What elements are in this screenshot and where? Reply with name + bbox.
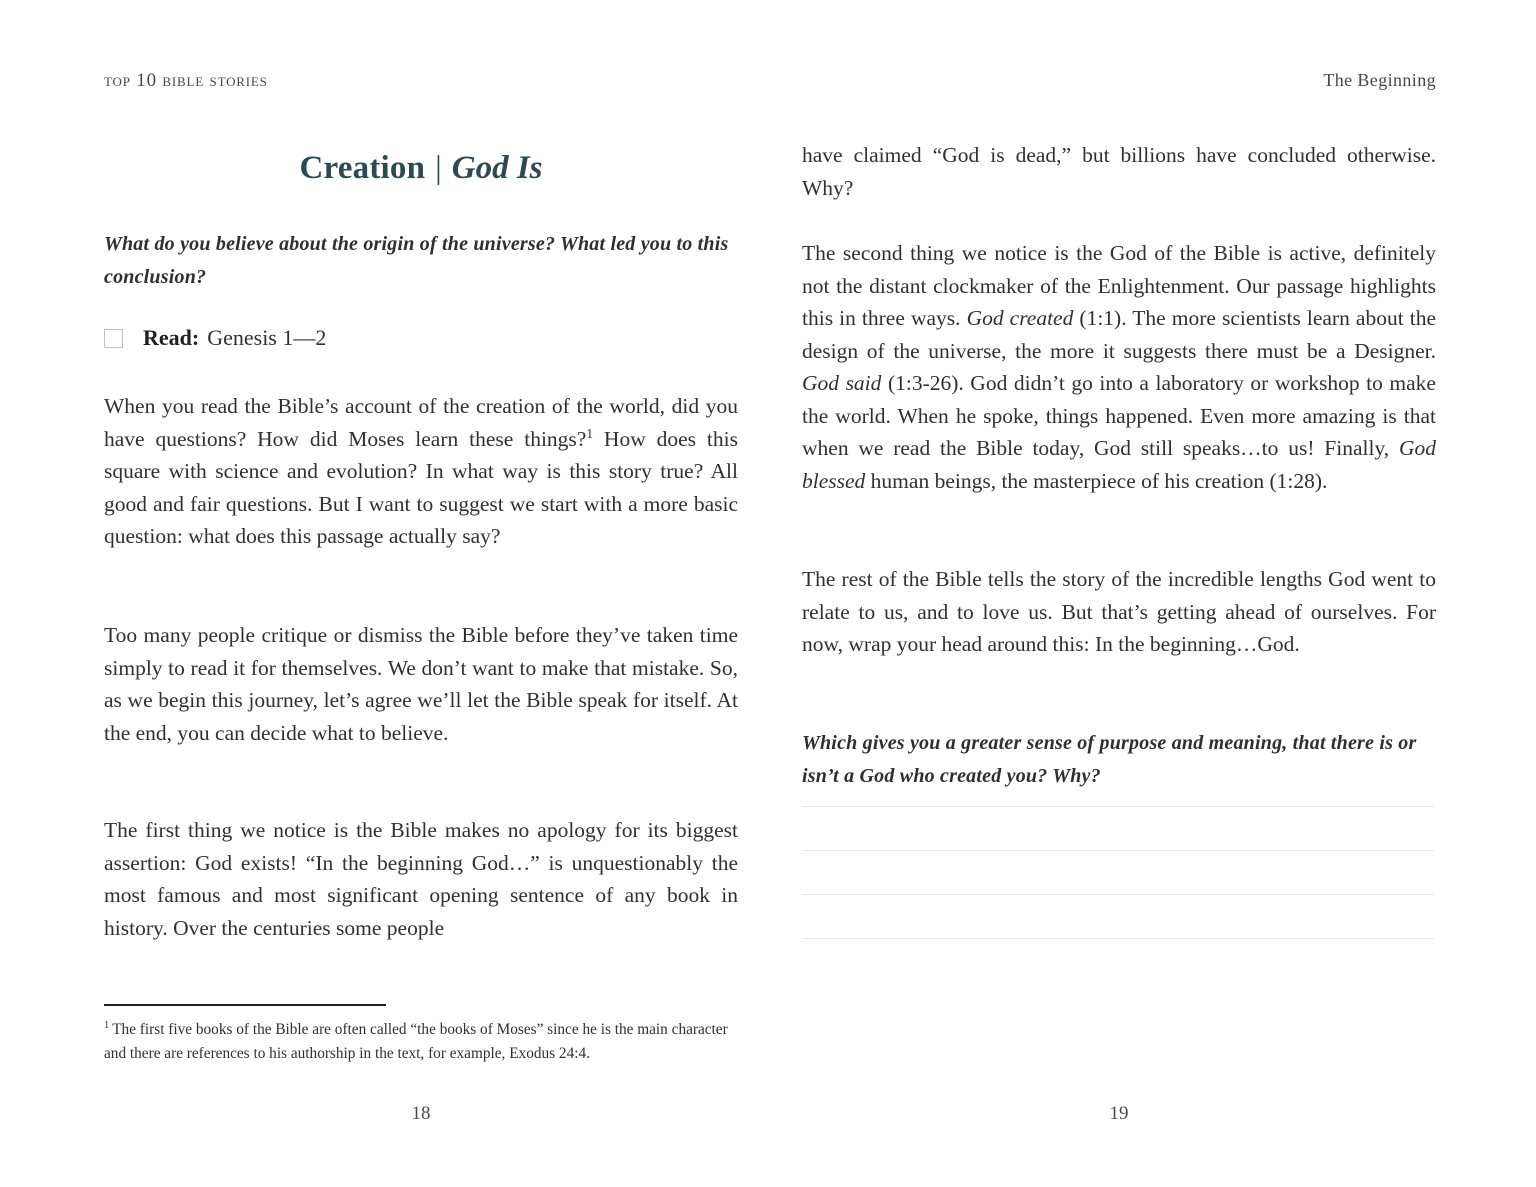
paragraph-5-seg-1: The second thing we notice is the God of the Bible is active, definitely not the distant clockmaker of the Enlightenment. Our passage highlights this in three ways.	[802, 241, 1436, 330]
paragraph-1-part-b: How does this square with science and evolution? In what way is this story true? All good and fair questions. But I want to suggest we start with a more basic question: what does this passage actually say?	[104, 426, 738, 548]
read-label: Read:	[143, 325, 200, 350]
read-checkbox[interactable]	[104, 329, 123, 348]
chapter-title-subtitle: God Is	[451, 150, 543, 186]
paragraph-3: The first thing we notice is the Bible makes no apology for its biggest assertion: God exists! “In the beginning God…” is unquestionably the most famous and most significant opening sentence of any book in history. Over the centuries some people	[104, 818, 738, 940]
answer-line[interactable]	[802, 850, 1434, 851]
paragraph-4: have claimed “God is dead,” but billions have concluded otherwise. Why?	[802, 143, 1436, 200]
read-assignment[interactable]	[104, 323, 326, 353]
emphasis-god-blessed: God blessed	[802, 436, 1436, 493]
paragraph-5-seg-3: (1:3-26). God didn’t go into a laboratory or workshop to make the world. When he spoke, things happened. Even more amazing is that when we read the Bible today, God still speaks…to us! Finally,	[802, 371, 1436, 460]
footnote-marker-1[interactable]: 1	[586, 425, 594, 441]
paragraph-5	[802, 237, 1436, 497]
closing-reflection-prompt: Which gives you a greater sense of purpose and meaning, that there is or isn’t a God who created you? Why?	[802, 732, 1417, 787]
emphasis-god-created: God created	[966, 306, 1074, 330]
emphasis-god-said: God said	[802, 371, 882, 395]
chapter-title-main: Creation	[299, 150, 426, 186]
paragraph-1-part-a: When you read the Bible’s account of the creation of the world, did you have questions? How did Moses learn these things?	[104, 394, 738, 451]
footnote-text: The first five books of the Bible are often called “the books of Moses” since he is the main character and there are references to his authorship in the text, for example, Exodus 24:4.	[104, 1021, 728, 1062]
answer-line[interactable]	[802, 938, 1434, 939]
opening-reflection-prompt: What do you believe about the origin of the universe? What led you to this conclusion?	[104, 233, 729, 288]
footnote-number: 1	[104, 1019, 110, 1031]
chapter-title	[104, 150, 738, 188]
running-head-book-title: top 10 bible stories	[104, 70, 268, 91]
footnote-separator-rule	[104, 1004, 386, 1006]
paragraph-5-seg-2: (1:1). The more scientists learn about the design of the universe, the more it suggests there must be a Designer.	[802, 306, 1436, 363]
paragraph-1	[104, 390, 738, 553]
page-number-left: 18	[411, 1103, 431, 1124]
paragraph-5-seg-4: human beings, the masterpiece of his creation (1:28).	[865, 468, 1328, 493]
running-head-section-title: The Beginning	[1323, 70, 1436, 90]
page-number-right: 19	[1109, 1103, 1129, 1124]
chapter-title-separator: |	[435, 150, 442, 186]
footnote-1	[104, 1018, 744, 1066]
answer-line[interactable]	[802, 894, 1434, 895]
paragraph-6: The rest of the Bible tells the story of the incredible lengths God went to relate to us, and to love us. But that’s getting ahead of ourselves. For now, wrap your head around this: In the beginning…God.	[802, 567, 1436, 656]
paragraph-2: Too many people critique or dismiss the Bible before they’ve taken time simply to read it for themselves. We don’t want to make that mistake. So, as we begin this journey, let’s agree we’ll let the Bible speak for itself. At the end, you can decide what to believe.	[104, 623, 738, 745]
answer-lines[interactable]	[802, 806, 1434, 939]
answer-line[interactable]	[802, 806, 1434, 807]
read-reference: Genesis 1—2	[207, 325, 327, 350]
